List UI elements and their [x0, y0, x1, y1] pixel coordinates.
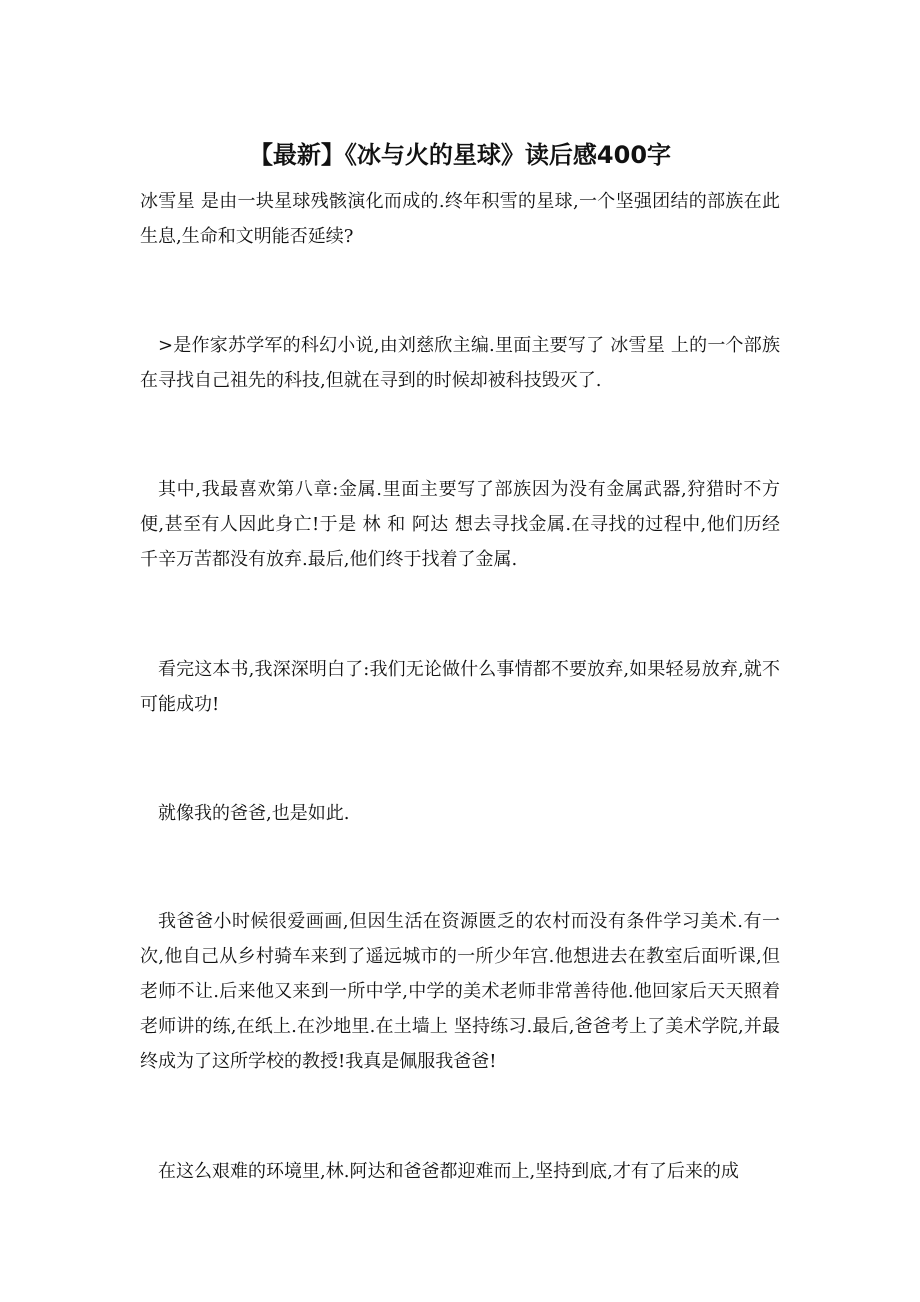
paragraph: 我爸爸小时候很爱画画,但因生活在资源匮乏的农村而没有条件学习美术.有一次,他自己从乡村骑车来到了遥远城市的一所少年宫.他想进去在教室后面听课,但老师不让.后来他又来到一所中学,中学的美术老师非常善待他.他回家后天天照着老师讲的练,在纸上.在沙地里.在土墙上 坚持练习.最后,爸爸考上了美术学院,并最终成为了这所学校的教授!我真是佩服我爸爸! [140, 911, 780, 1072]
paragraph: 冰雪星 是由一块星球残骸演化而成的.终年积雪的星球,一个坚强团结的部族在此生息,生命和文明能否延续? [140, 191, 780, 247]
paragraph: 就像我的爸爸,也是如此. [158, 803, 350, 824]
paragraph: 在这么艰难的环境里,林.阿达和爸爸都迎难而上,坚持到底,才有了后来的成 [158, 1161, 739, 1182]
paragraph: 其中,我最喜欢第八章:金属.里面主要写了部族因为没有金属武器,狩猎时不方便,甚至有人因此身亡!于是 林 和 阿达 想去寻找金属.在寻找的过程中,他们历经千辛万苦都没有放弃.最后,他们终于找着了金属. [140, 479, 780, 570]
paragraph: 看完这本书,我深深明白了:我们无论做什么事情都不要放弃,如果轻易放弃,就不可能成功! [140, 659, 780, 715]
paragraph: >是作家苏学军的科幻小说,由刘慈欣主编.里面主要写了 冰雪星 上的一个部族在寻找自己祖先的科技,但就在寻到的时候却被科技毁灭了. [140, 335, 780, 391]
document-title: 【最新】《冰与火的星球》读后感400字 [248, 141, 672, 169]
